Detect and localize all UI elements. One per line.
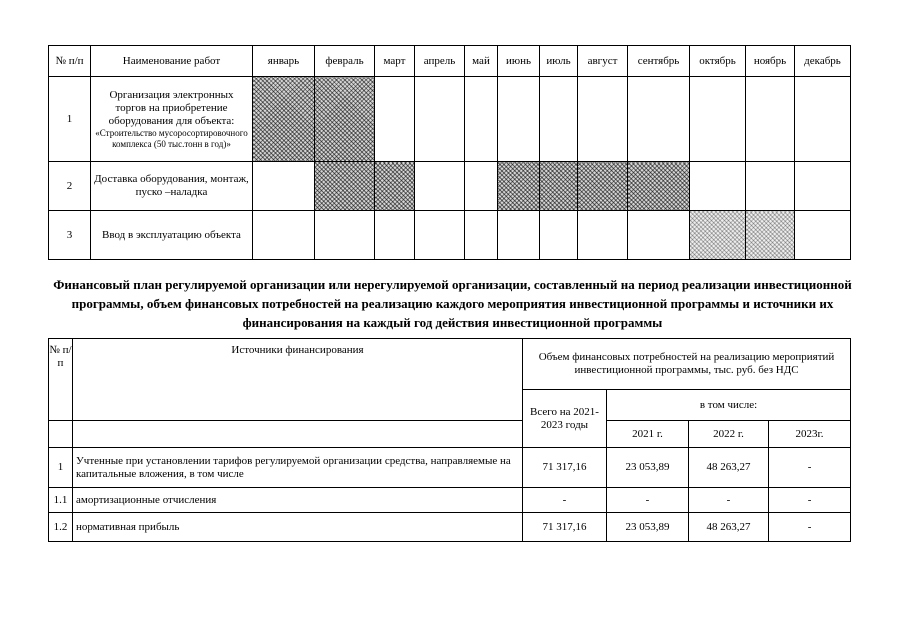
- fin-row-2023: -: [769, 488, 851, 513]
- header-month-apr: апрель: [415, 46, 465, 77]
- month-cell-jun: [498, 162, 540, 211]
- fin-row-2021: 23 053,89: [607, 513, 689, 542]
- header-month-aug: август: [578, 46, 628, 77]
- work-name-cell: [91, 211, 253, 260]
- fin-row-total: -: [523, 488, 607, 513]
- schedule-row: [49, 77, 851, 162]
- fin-row: [49, 488, 851, 513]
- schedule-row: [49, 211, 851, 260]
- header-month-jul: июль: [540, 46, 578, 77]
- fin-row-2022: 48 263,27: [689, 513, 769, 542]
- month-cell-jul: [540, 162, 578, 211]
- work-name-cell: [91, 77, 253, 162]
- fin-row-2023: -: [769, 448, 851, 488]
- month-cell-jul: [540, 77, 578, 162]
- header-month-mar: март: [375, 46, 415, 77]
- header-month-dec: декабрь: [795, 46, 851, 77]
- work-schedule-table: [48, 45, 851, 260]
- header-month-sep: сентябрь: [628, 46, 690, 77]
- work-name: Ввод в эксплуатацию объекта: [102, 228, 241, 241]
- month-cell-sep: [628, 162, 690, 211]
- fin-row-label: Учтенные при установлении тарифов регулируемой организации средства, направляемые на капитальные вложения, в том числе: [73, 448, 523, 488]
- fin-row: [49, 448, 851, 488]
- month-cell-feb: [315, 77, 375, 162]
- month-cell-may: [465, 211, 498, 260]
- fin-header-total: Всего на 2021-2023 годы: [523, 390, 607, 448]
- fin-row-label: нормативная прибыль: [73, 513, 523, 542]
- schedule-header-row: [49, 46, 851, 77]
- month-cell-feb: [315, 162, 375, 211]
- month-cell-apr: [415, 211, 465, 260]
- fin-header-source-blank: [73, 421, 523, 448]
- header-month-jun: июнь: [498, 46, 540, 77]
- fin-header-source: Источники финансирования: [73, 339, 523, 421]
- fin-header-volume: Объем финансовых потребностей на реализацию мероприятий инвестиционной программы, тыс. руб. без НДС: [523, 339, 851, 390]
- financial-plan-title: Финансовый план регулируемой организации или нерегулируемой организации, составленный на период реализации инвестиционной программы, объем финансовых потребностей на реализацию каждого мероприятия инвестиционной программы и источники их финансирования на каждый год действия инвестиционной программы: [53, 277, 852, 330]
- work-name: Организация электронных торгов на приобретение оборудования для объекта:: [108, 88, 235, 127]
- month-cell-nov: [746, 77, 795, 162]
- fin-header-num: № п/п: [49, 339, 73, 421]
- fin-header-years-row: [49, 421, 851, 448]
- month-cell-sep: [628, 211, 690, 260]
- month-cell-dec: [795, 77, 851, 162]
- month-cell-feb: [315, 211, 375, 260]
- row-num: 2: [49, 162, 91, 211]
- header-month-may: май: [465, 46, 498, 77]
- work-subtitle: «Строительство мусоросортировочного комплекса (50 тыс.тонн в год)»: [95, 127, 248, 149]
- month-cell-nov: [746, 162, 795, 211]
- month-cell-oct: [690, 162, 746, 211]
- row-num: 1: [49, 77, 91, 162]
- month-cell-aug: [578, 162, 628, 211]
- month-cell-jan: [253, 211, 315, 260]
- fin-row-total: 71 317,16: [523, 448, 607, 488]
- fin-header-num-blank: [49, 421, 73, 448]
- fin-header-year-2021: 2021 г.: [607, 421, 689, 448]
- month-cell-sep: [628, 77, 690, 162]
- fin-row-num: 1.1: [49, 488, 73, 513]
- fin-row-num: 1: [49, 448, 73, 488]
- month-cell-jan: [253, 162, 315, 211]
- header-month-jan: январь: [253, 46, 315, 77]
- month-cell-may: [465, 77, 498, 162]
- month-cell-jan: [253, 77, 315, 162]
- fin-row-2021: -: [607, 488, 689, 513]
- work-name: Доставка оборудования, монтаж, пуско –наладка: [94, 173, 249, 198]
- month-cell-apr: [415, 162, 465, 211]
- month-cell-mar: [375, 211, 415, 260]
- header-month-feb: февраль: [315, 46, 375, 77]
- fin-row-num: 1.2: [49, 513, 73, 542]
- fin-header-year-2023: 2023г.: [769, 421, 851, 448]
- header-month-oct: октябрь: [690, 46, 746, 77]
- month-cell-nov: [746, 211, 795, 260]
- fin-row-2022: 48 263,27: [689, 448, 769, 488]
- fin-header-row: [49, 339, 851, 390]
- month-cell-aug: [578, 211, 628, 260]
- month-cell-aug: [578, 77, 628, 162]
- fin-row: [49, 513, 851, 542]
- fin-row-total: 71 317,16: [523, 513, 607, 542]
- row-num: 3: [49, 211, 91, 260]
- fin-row-label: амортизационные отчисления: [73, 488, 523, 513]
- header-num: № п/п: [49, 46, 91, 77]
- header-work-name: Наименование работ: [91, 46, 253, 77]
- fin-header-including: в том числе:: [607, 390, 851, 421]
- month-cell-jun: [498, 211, 540, 260]
- fin-row-2023: -: [769, 513, 851, 542]
- month-cell-dec: [795, 211, 851, 260]
- month-cell-mar: [375, 77, 415, 162]
- fin-row-2022: -: [689, 488, 769, 513]
- month-cell-apr: [415, 77, 465, 162]
- month-cell-oct: [690, 211, 746, 260]
- work-name-cell: [91, 162, 253, 211]
- financial-plan-table: [48, 338, 851, 542]
- month-cell-may: [465, 162, 498, 211]
- month-cell-oct: [690, 77, 746, 162]
- fin-header-year-2022: 2022 г.: [689, 421, 769, 448]
- month-cell-jun: [498, 77, 540, 162]
- month-cell-mar: [375, 162, 415, 211]
- month-cell-jul: [540, 211, 578, 260]
- schedule-row: [49, 162, 851, 211]
- header-month-nov: ноябрь: [746, 46, 795, 77]
- month-cell-dec: [795, 162, 851, 211]
- fin-row-2021: 23 053,89: [607, 448, 689, 488]
